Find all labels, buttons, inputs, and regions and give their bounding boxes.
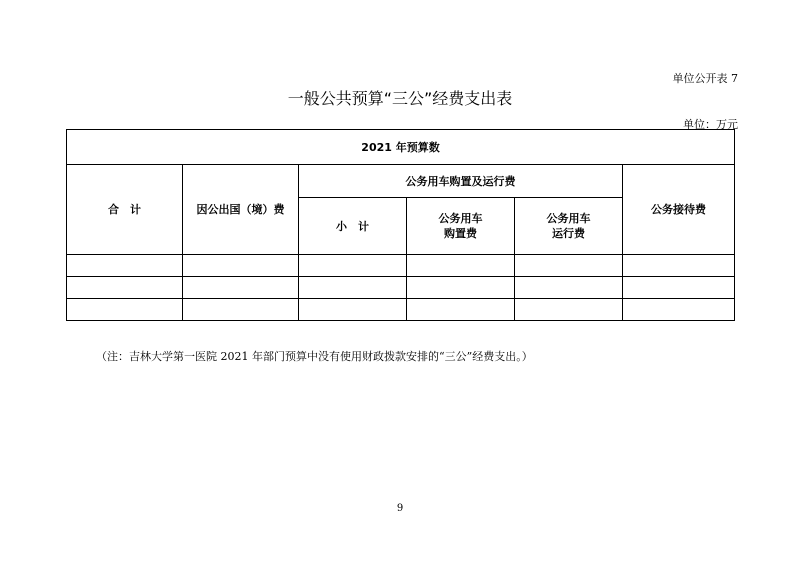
table-cell <box>407 277 515 299</box>
page-number: 9 <box>396 503 404 514</box>
vehicle-operation-line2: 运行费 <box>552 227 585 240</box>
table-cell <box>183 277 299 299</box>
col-subtotal-header: 小 计 <box>299 198 407 255</box>
col-vehicle-operation-header <box>515 198 623 255</box>
table-cell <box>515 299 623 321</box>
table-cell <box>299 277 407 299</box>
table-cell <box>183 299 299 321</box>
year-header: 2021 年预算数 <box>67 130 735 165</box>
table-cell <box>623 277 735 299</box>
table-row <box>67 299 735 321</box>
vehicle-purchase-line1: 公务用车 <box>438 212 483 225</box>
col-reception-header: 公务接待费 <box>623 165 735 255</box>
form-id: 单位公开表 7 <box>672 72 738 85</box>
table-cell <box>67 277 183 299</box>
table-cell <box>407 299 515 321</box>
unit-label: 单位：万元 <box>683 118 738 131</box>
budget-table <box>66 129 735 321</box>
col-total-header: 合 计 <box>67 165 183 255</box>
table-cell <box>623 255 735 277</box>
table-cell <box>515 255 623 277</box>
table-cell <box>183 255 299 277</box>
col-abroad-header: 因公出国（境）费 <box>183 165 299 255</box>
table-cell <box>623 299 735 321</box>
table-cell <box>515 277 623 299</box>
col-vehicle-purchase-header <box>407 198 515 255</box>
table-row <box>67 255 735 277</box>
footnote: （注：吉林大学第一医院 2021 年部门预算中没有使用财政拨款安排的“三公”经费支出。） <box>96 350 533 363</box>
document-title: 一般公共预算“三公”经费支出表 <box>287 89 513 108</box>
col-vehicle-group-header: 公务用车购置及运行费 <box>299 165 623 198</box>
table-cell <box>299 299 407 321</box>
table-cell <box>67 299 183 321</box>
vehicle-purchase-line2: 购置费 <box>444 227 477 240</box>
table-cell <box>299 255 407 277</box>
table-cell <box>67 255 183 277</box>
table-row <box>67 277 735 299</box>
vehicle-operation-line1: 公务用车 <box>546 212 591 225</box>
table-cell <box>407 255 515 277</box>
